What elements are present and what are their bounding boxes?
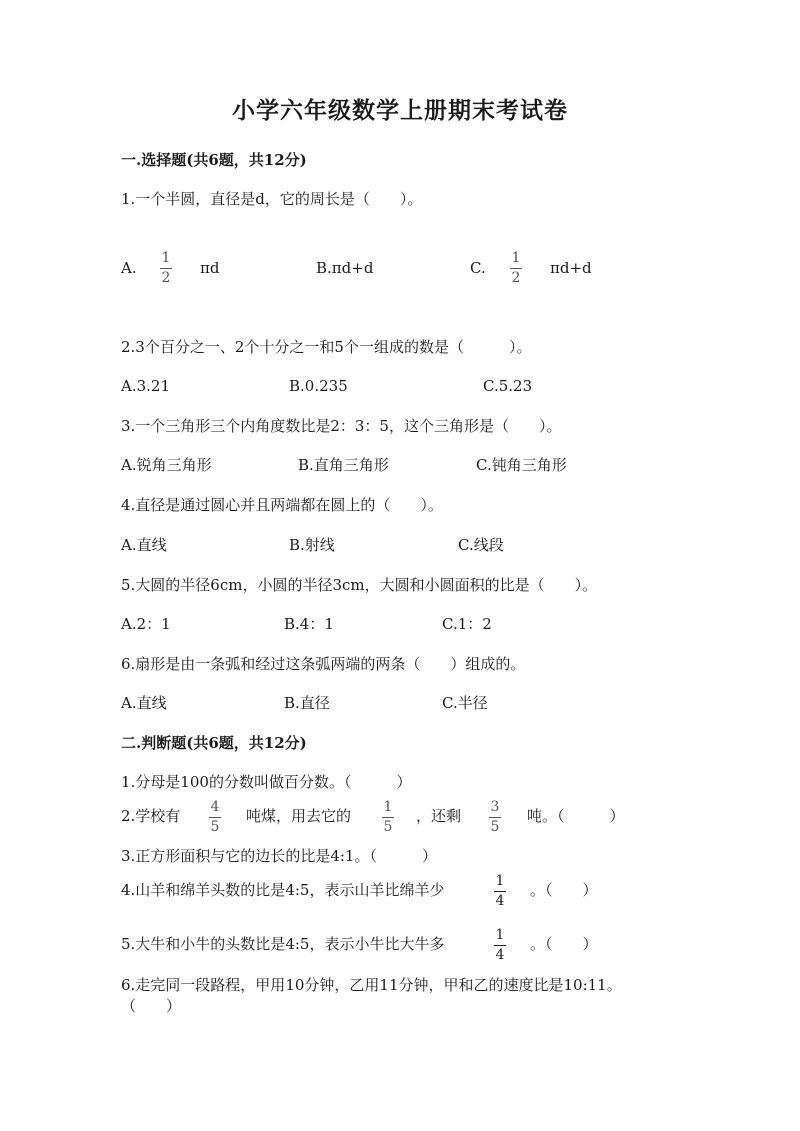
- option-label: A.: [121, 259, 137, 277]
- option-text: πd+d: [550, 259, 592, 277]
- option-c: C.5.23: [483, 377, 533, 395]
- question-answer-blank: （ ）: [121, 997, 182, 1015]
- question-text: 2.学校有: [121, 807, 181, 825]
- question-text: 5.大牛和小牛的头数比是4:5，表示小牛比大牛多: [121, 935, 445, 953]
- option-a: A.2：1: [121, 615, 171, 633]
- fraction-numerator: 1: [383, 799, 393, 815]
- fraction-bar: [494, 891, 506, 892]
- option-a: A.锐角三角形: [121, 456, 212, 474]
- question-text: ，还剩: [416, 807, 462, 825]
- option-c: C.: [470, 259, 486, 277]
- option-text: πd: [200, 259, 220, 277]
- fraction-numerator: 1: [495, 927, 505, 943]
- section-heading-judgement: 二.判断题(共6题，共12分): [121, 734, 307, 752]
- fraction-denominator: 5: [383, 819, 393, 835]
- option-b: B.4：1: [284, 615, 334, 633]
- option-b: B.直角三角形: [298, 456, 389, 474]
- question-text: 吨煤，用去它的: [246, 807, 352, 825]
- option-b: B.0.235: [289, 377, 348, 395]
- question-text: 4.山羊和绵羊头数的比是4:5，表示山羊比绵羊少: [121, 881, 445, 899]
- fraction: [160, 251, 172, 286]
- option-a: A.3.21: [121, 377, 170, 395]
- question-text: 吨。（ ）: [527, 807, 625, 825]
- option-c: C.钝角三角形: [476, 456, 567, 474]
- option-a: A.直线: [121, 694, 167, 712]
- page-title: 小学六年级数学上册期末考试卷: [232, 97, 568, 124]
- fraction: [494, 928, 506, 963]
- question-text: 2.3个百分之一、2个十分之一和5个一组成的数是（ ）。: [121, 338, 532, 356]
- fraction: [494, 874, 506, 909]
- fraction-numerator: 4: [210, 799, 220, 815]
- fraction-bar: [382, 817, 394, 818]
- question-text: 。（ ）: [530, 881, 598, 899]
- question-text: 1.一个半圆，直径是d，它的周长是（ ）。: [121, 190, 423, 208]
- fraction-denominator: 4: [495, 893, 505, 909]
- fraction-numerator: 1: [511, 250, 521, 266]
- fraction-numerator: 1: [161, 250, 171, 266]
- option-a: A.直线: [121, 536, 167, 554]
- fraction-denominator: 4: [495, 947, 505, 963]
- option-b: B.直径: [284, 694, 330, 712]
- option-c: C.线段: [458, 536, 504, 554]
- question-text: 6.扇形是由一条弧和经过这条弧两端的两条（ ）组成的。: [121, 655, 526, 673]
- option-b: B.πd+d: [316, 259, 374, 277]
- question-text: 3.一个三角形三个内角度数比是2：3：5，这个三角形是（ ）。: [121, 417, 562, 435]
- fraction-bar: [209, 817, 221, 818]
- fraction-denominator: 5: [210, 819, 220, 835]
- fraction: [489, 800, 501, 835]
- fraction-bar: [160, 268, 172, 269]
- question-text: 5.大圆的半径6cm，小圆的半径3cm，大圆和小圆面积的比是（ ）。: [121, 576, 598, 594]
- option-a: [121, 258, 137, 278]
- section-heading-choice: 一.选择题(共6题，共12分): [121, 151, 307, 169]
- fraction-bar: [510, 268, 522, 269]
- fraction-bar: [489, 817, 501, 818]
- fraction-bar: [494, 945, 506, 946]
- question-text: 3.正方形面积与它的边长的比是4:1。（ ）: [121, 847, 437, 865]
- option-c: C.1：2: [442, 615, 492, 633]
- fraction-denominator: 2: [161, 270, 171, 286]
- fraction: [382, 800, 394, 835]
- fraction-denominator: 2: [511, 270, 521, 286]
- question-text: 6.走完同一段路程，甲用10分钟，乙用11分钟，甲和乙的速度比是10:11。: [121, 976, 622, 994]
- fraction-numerator: 1: [495, 873, 505, 889]
- fraction: [209, 800, 221, 835]
- fraction: [510, 251, 522, 286]
- fraction-denominator: 5: [490, 819, 500, 835]
- fraction-numerator: 3: [490, 799, 500, 815]
- question-text: 。（ ）: [530, 935, 598, 953]
- question-text: 4.直径是通过圆心并且两端都在圆上的（ ）。: [121, 496, 443, 514]
- option-c: C.半径: [442, 694, 488, 712]
- question-text: 1.分母是100的分数叫做百分数。（ ）: [121, 773, 412, 791]
- option-b: B.射线: [289, 536, 335, 554]
